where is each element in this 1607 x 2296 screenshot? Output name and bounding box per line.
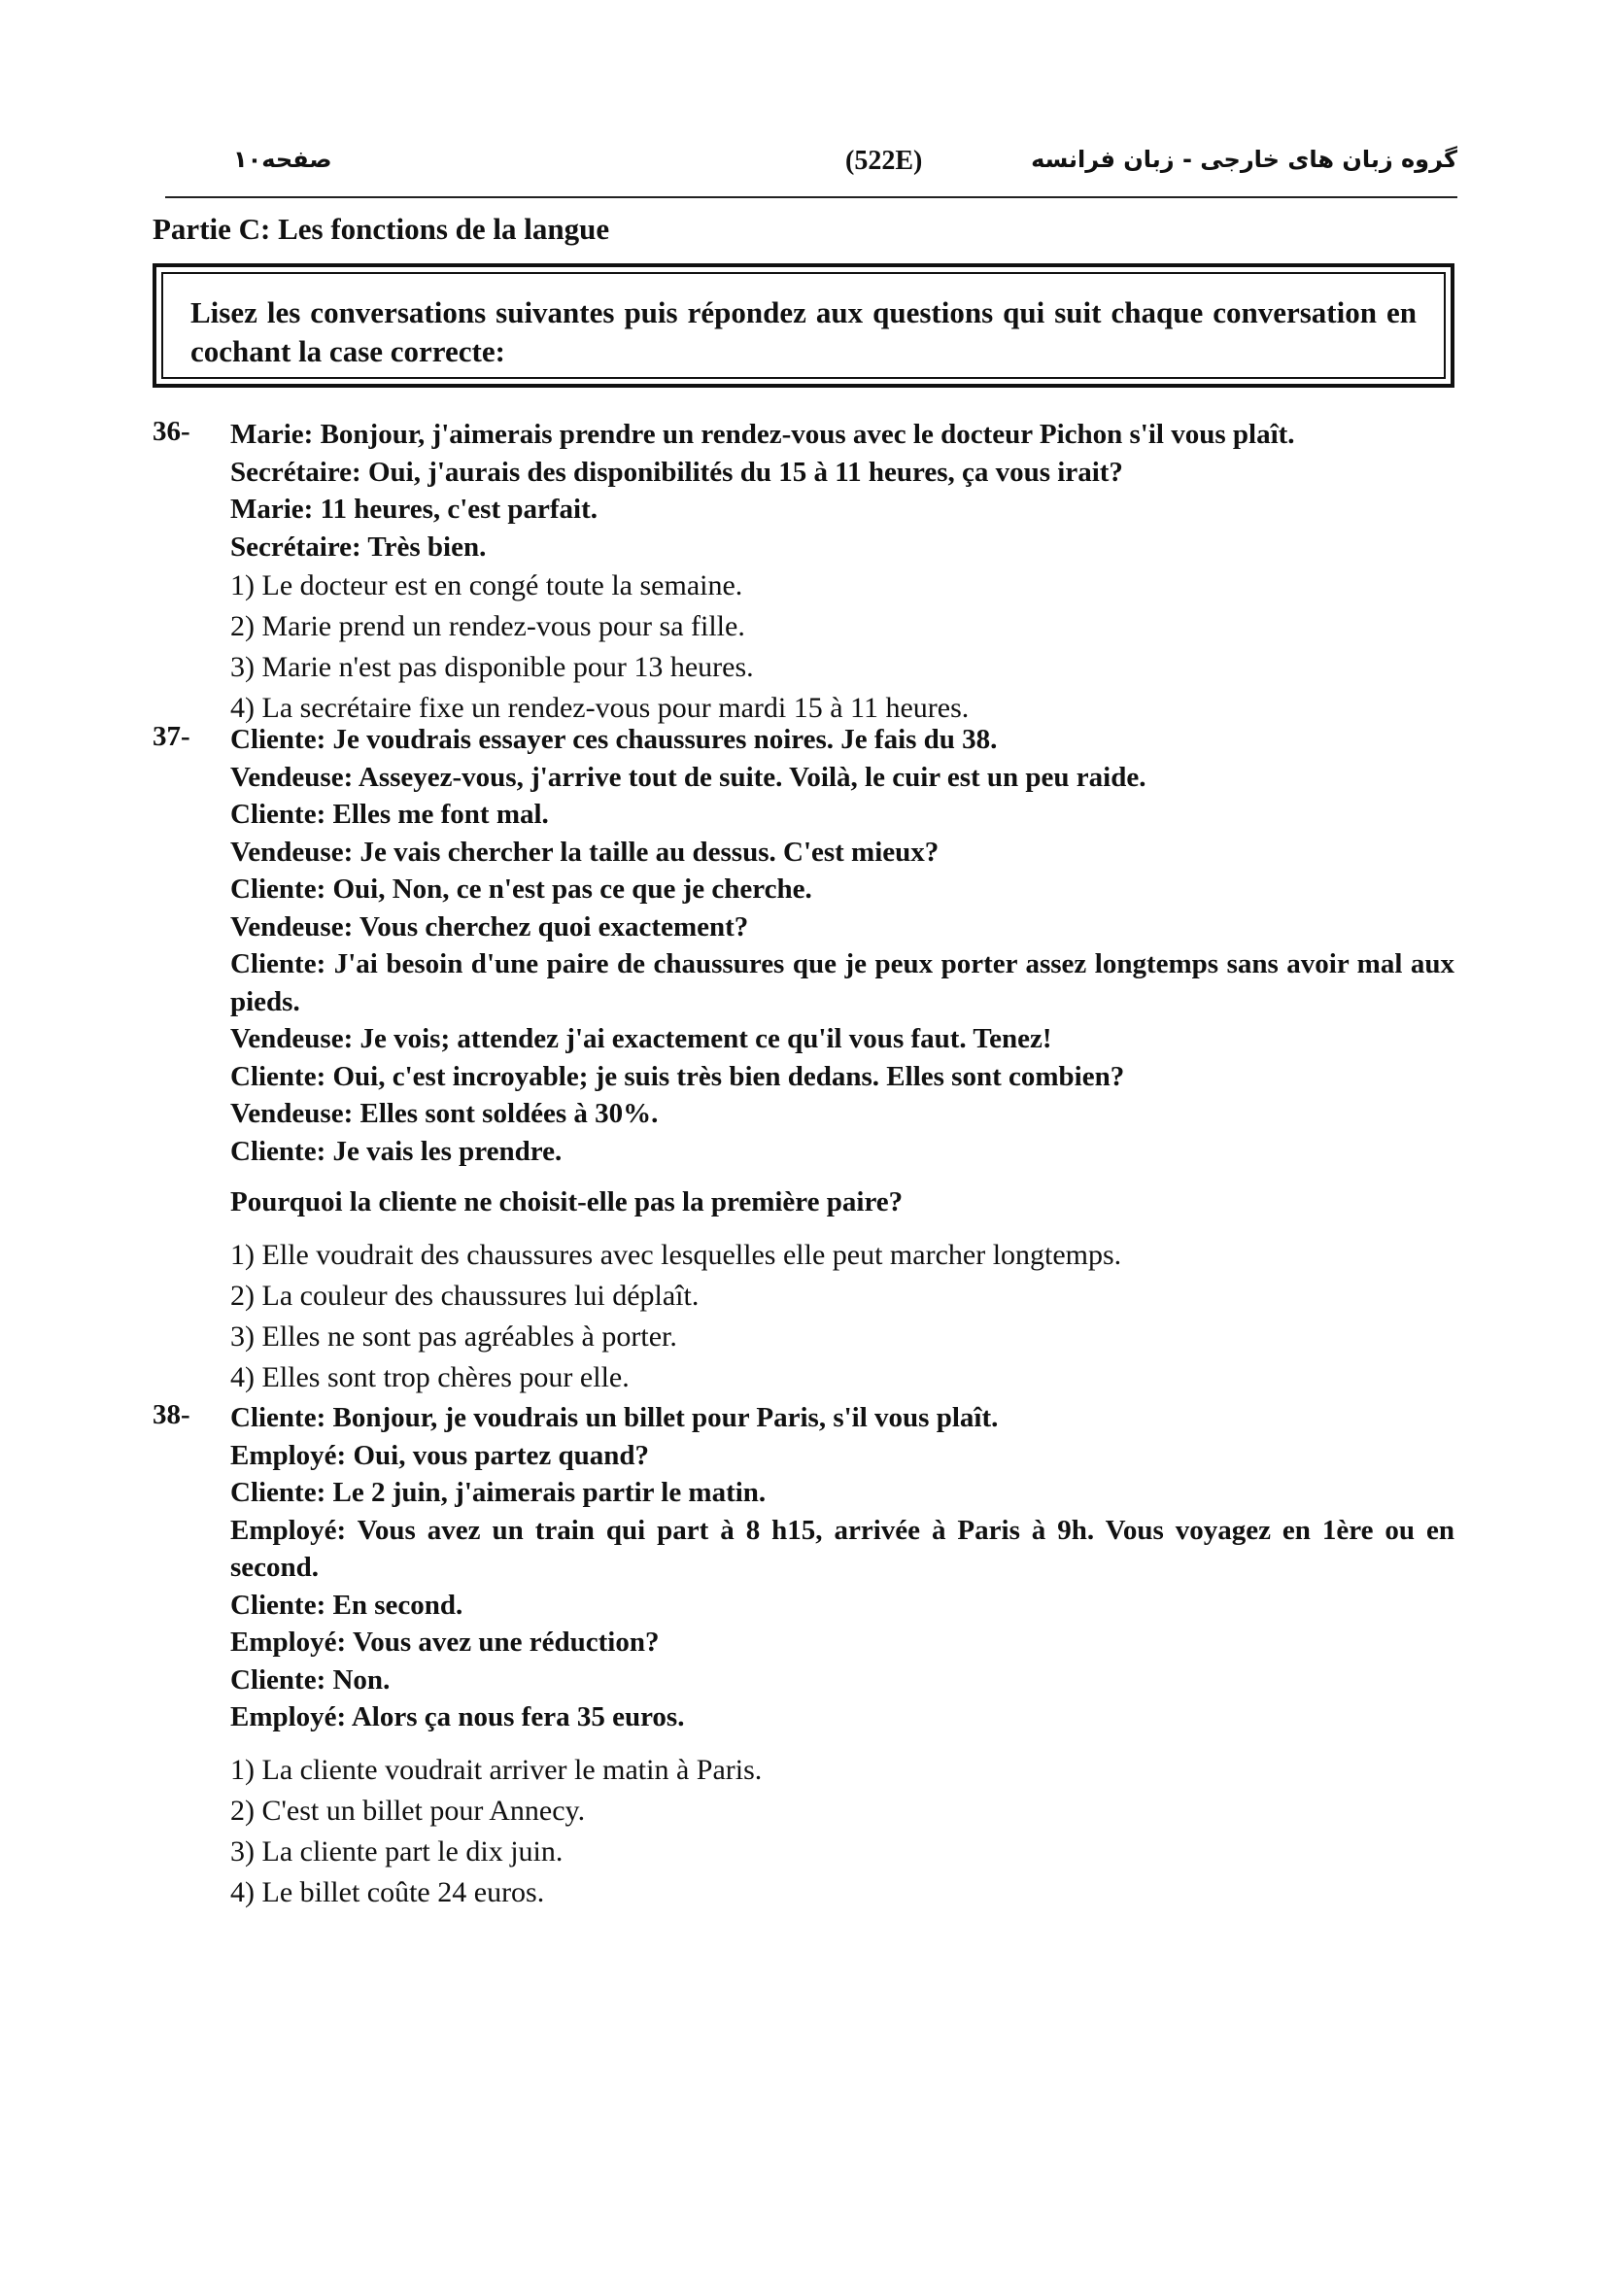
dialogue-line: Vendeuse: Vous cherchez quoi exactement? [230, 910, 749, 942]
dialogue-line: Cliente: Bonjour, je voudrais un billet pour Paris, s'il vous plaît. [230, 1402, 999, 1433]
answer-option[interactable]: 4) La secrétaire fixe un rendez-vous pour mardi 15 à 11 heures. [230, 692, 970, 724]
answer-option[interactable]: 1) Le docteur est en congé toute la semaine. [230, 569, 743, 601]
question-number: 37- [153, 721, 190, 752]
dialogue-line: Secrétaire: Très bien. [230, 531, 487, 563]
dialogue-line: Marie: Bonjour, j'aimerais prendre un rendez-vous avec le docteur Pichon s'il vous plaît. [230, 419, 1295, 450]
answer-option[interactable]: 2) Marie prend un rendez-vous pour sa fille. [230, 610, 745, 642]
dialogue-line: Employé: Vous avez un train qui part à 8 h15, arrivée à Paris à 9h. Vous voyagez en 1ère ou en second. [230, 1514, 1454, 1583]
answer-option[interactable]: 3) Marie n'est pas disponible pour 13 heures. [230, 651, 754, 683]
header-divider [165, 196, 1457, 198]
page-number: صفحه۱۰ [233, 146, 332, 173]
dialogue-line: Cliente: Elles me font mal. [230, 799, 549, 830]
answer-option[interactable]: 1) La cliente voudrait arriver le matin à Paris. [230, 1753, 763, 1786]
dialogue-line: Vendeuse: Elles sont soldées à 30%. [230, 1098, 659, 1129]
dialogue-line: Secrétaire: Oui, j'aurais des disponibilités du 15 à 11 heures, ça vous irait? [230, 456, 1123, 488]
dialogue-line: Employé: Alors ça nous fera 35 euros. [230, 1701, 685, 1732]
dialogue-line: Cliente: Oui, c'est incroyable; je suis très bien dedans. Elles sont combien? [230, 1060, 1125, 1092]
answer-option[interactable]: 2) La couleur des chaussures lui déplaît. [230, 1279, 700, 1312]
answer-option[interactable]: 2) C'est un billet pour Annecy. [230, 1794, 586, 1827]
page-header [165, 146, 1457, 188]
instruction-box [153, 263, 1454, 388]
answer-option[interactable]: 3) Elles ne sont pas agréables à porter. [230, 1319, 677, 1353]
dialogue-line: Vendeuse: Je vais chercher la taille au dessus. C'est mieux? [230, 836, 940, 868]
dialogue-line: Cliente: Je voudrais essayer ces chaussures noires. Je fais du 38. [230, 724, 998, 755]
section-title: Partie C: Les fonctions de la langue [153, 212, 610, 246]
dialogue-line: Vendeuse: Asseyez-vous, j'arrive tout de suite. Voilà, le cuir est un peu raide. [230, 761, 1146, 793]
answer-option[interactable]: 4) Le billet coûte 24 euros. [230, 1875, 545, 1908]
question-number: 38- [153, 1399, 190, 1430]
dialogue-line: Cliente: Le 2 juin, j'aimerais partir le matin. [230, 1477, 767, 1508]
dialogue-line: Cliente: Je vais les prendre. [230, 1135, 563, 1167]
dialogue-line: Cliente: Non. [230, 1663, 391, 1696]
dialogue-line: Cliente: En second. [230, 1589, 463, 1621]
answer-option[interactable]: 1) Elle voudrait des chaussures avec lesquelles elle peut marcher longtemps. [230, 1238, 1122, 1271]
dialogue-line: Cliente: J'ai besoin d'une paire de chaussures que je peux porter assez longtemps sans avoir mal aux pieds. [230, 948, 1454, 1017]
dialogue-line: Employé: Vous avez une réduction? [230, 1627, 660, 1658]
answer-option[interactable]: 3) La cliente part le dix juin. [230, 1834, 564, 1868]
answer-option[interactable]: 4) Elles sont trop chères pour elle. [230, 1360, 630, 1393]
instruction-text: Lisez les conversations suivantes puis répondez aux questions qui suit chaque conversation en cochant la case correcte: [161, 272, 1446, 379]
dialogue-line: Marie: 11 heures, c'est parfait. [230, 494, 598, 525]
exam-code: (522E) [845, 146, 923, 176]
question-number: 36- [153, 416, 190, 447]
dialogue-line: Cliente: Oui, Non, ce n'est pas ce que je cherche. [230, 874, 812, 905]
dialogue-line: Vendeuse: Je vois; attendez j'ai exactement ce qu'il vous faut. Tenez! [230, 1023, 1052, 1054]
question-prompt: Pourquoi la cliente ne choisit-elle pas la première paire? [230, 1186, 904, 1217]
dialogue-line: Employé: Oui, vous partez quand? [230, 1439, 650, 1471]
group-title: گروه زبان های خارجی - زبان فرانسه [1031, 146, 1457, 173]
